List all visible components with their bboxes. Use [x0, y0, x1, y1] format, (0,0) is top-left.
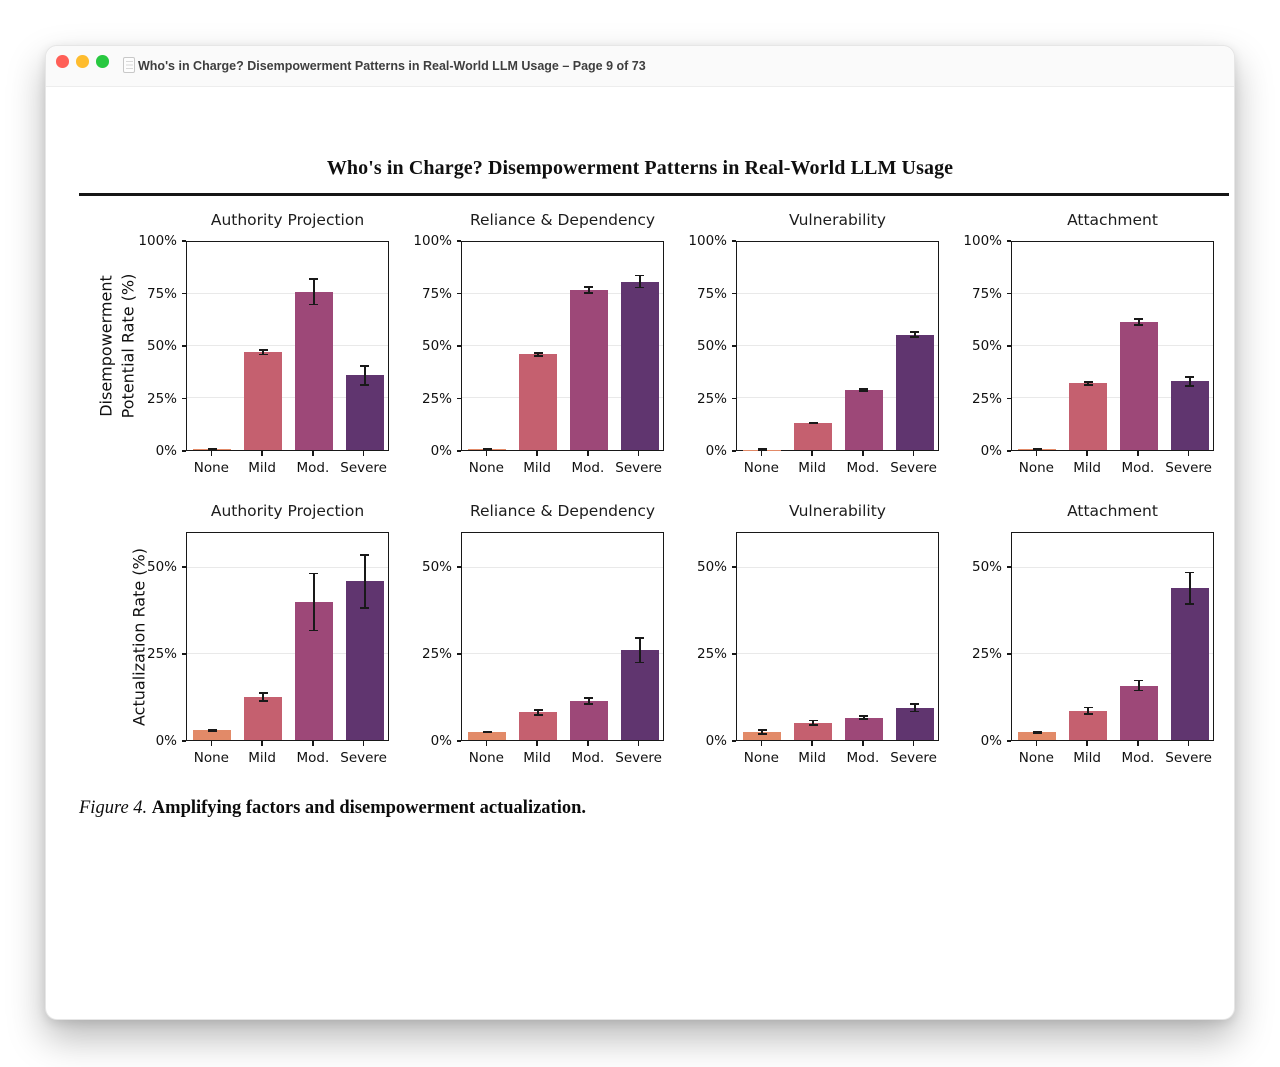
bar-mild	[1069, 383, 1107, 450]
x-tick-label: Severe	[890, 750, 937, 766]
axes-box	[461, 241, 664, 451]
y-tick-label: 50%	[421, 558, 452, 575]
error-bar	[360, 554, 369, 609]
bar-severe	[896, 708, 934, 740]
y-tick-label: 0%	[155, 443, 177, 459]
error-bar	[859, 715, 868, 720]
x-tick-label: None	[468, 750, 504, 766]
error-bar	[758, 729, 767, 735]
x-tick-label: Mod.	[846, 750, 880, 766]
x-tick-label: Severe	[1165, 460, 1212, 476]
page-title: Who's in Charge? Disempowerment Patterns in Real-World LLM Usage	[326, 157, 954, 179]
error-bar	[208, 448, 217, 449]
y-tick-mark	[732, 566, 737, 568]
axes-box	[1011, 532, 1214, 741]
error-bar	[483, 449, 492, 450]
y-tick-mark	[457, 566, 462, 568]
x-tick-label: Mod.	[846, 460, 880, 476]
x-tick-label: Mod.	[296, 750, 330, 766]
error-bar-cap	[1185, 376, 1194, 378]
y-tick-mark	[457, 450, 462, 452]
error-bar	[1033, 731, 1042, 734]
error-bar	[360, 365, 369, 386]
error-bar-cap	[1134, 690, 1143, 692]
error-bar-line	[1189, 572, 1191, 605]
error-bar-cap	[259, 700, 268, 702]
bar-mod	[1120, 686, 1158, 741]
error-bar-cap	[910, 336, 919, 338]
error-bar	[758, 449, 767, 450]
y-tick-label: 100%	[963, 233, 1002, 249]
bar-mod	[570, 701, 608, 740]
error-bar	[635, 275, 644, 289]
y-tick-label: 75%	[421, 285, 452, 302]
error-bar-cap	[809, 423, 818, 425]
figure-caption-text: Amplifying factors and disempowerment actualization.	[151, 798, 587, 818]
error-bar-cap	[309, 630, 318, 632]
y-tick-mark	[732, 450, 737, 452]
x-tick-mark	[1086, 451, 1088, 456]
x-tick-mark	[638, 451, 640, 456]
error-bar-cap	[483, 732, 492, 734]
axes-box	[736, 532, 939, 741]
error-bar-cap	[360, 365, 369, 367]
error-bar	[910, 331, 919, 338]
error-bar-cap	[259, 692, 268, 694]
x-tick-mark	[913, 451, 915, 456]
gridline	[737, 293, 938, 294]
y-tick-mark	[182, 345, 187, 347]
error-bar-cap	[208, 448, 217, 450]
bar-mild	[1069, 711, 1107, 740]
bar-severe	[896, 335, 934, 450]
error-bar	[309, 573, 318, 632]
x-tick-mark	[211, 741, 213, 746]
error-bar-cap	[635, 275, 644, 277]
x-tick-mark	[1188, 741, 1190, 746]
error-bar	[584, 286, 593, 293]
subplot-authority-projection	[138, 211, 389, 476]
bar-mod	[845, 390, 883, 450]
x-tick-label: None	[468, 460, 504, 476]
error-bar-cap	[259, 349, 268, 351]
bar-severe	[1171, 588, 1209, 740]
subplot-authority-projection	[146, 502, 389, 766]
x-tick-mark	[261, 451, 263, 456]
x-tick-label: Severe	[340, 750, 387, 766]
error-bar-cap	[1033, 448, 1042, 450]
y-tick-label: 100%	[138, 233, 177, 249]
y-tick-mark	[457, 345, 462, 347]
figure-area	[46, 46, 1234, 1019]
y-tick-mark	[1007, 398, 1012, 400]
y-tick-label: 100%	[688, 233, 727, 249]
y-tick-label: 50%	[971, 558, 1002, 575]
error-bar-cap	[758, 733, 767, 735]
error-bar	[1084, 381, 1093, 386]
y-tick-mark	[457, 740, 462, 742]
error-bar-cap	[635, 662, 644, 664]
x-tick-mark	[913, 741, 915, 746]
y-tick-label: 75%	[971, 285, 1002, 302]
y-tick-mark	[182, 240, 187, 242]
x-tick-mark	[862, 741, 864, 746]
error-bar-cap	[910, 703, 919, 705]
error-bar-cap	[584, 286, 593, 288]
error-bar	[809, 422, 818, 425]
y-tick-mark	[1007, 566, 1012, 568]
error-bar-cap	[534, 709, 543, 711]
error-bar-cap	[1185, 385, 1194, 387]
subplot-vulnerability	[688, 211, 939, 476]
axes-box	[186, 241, 389, 451]
x-tick-label: Mild	[798, 750, 826, 766]
x-tick-mark	[1137, 741, 1139, 746]
error-bar-cap	[809, 724, 818, 726]
gridline	[737, 653, 938, 654]
error-bar	[1033, 448, 1042, 449]
x-tick-label: Mod.	[296, 460, 330, 476]
y-tick-mark	[182, 740, 187, 742]
y-tick-mark	[182, 653, 187, 655]
y-tick-mark	[732, 398, 737, 400]
error-bar	[534, 709, 543, 716]
x-tick-label: None	[743, 460, 779, 476]
error-bar	[208, 729, 217, 732]
error-bar-cap	[910, 711, 919, 713]
x-tick-label: Mild	[523, 750, 551, 766]
y-tick-label: 25%	[146, 390, 177, 407]
y-tick-mark	[1007, 345, 1012, 347]
bar-mild	[519, 712, 557, 740]
y-tick-mark	[182, 398, 187, 400]
error-bar	[534, 352, 543, 357]
gridline	[187, 345, 388, 346]
error-bar-line	[313, 278, 315, 305]
y-tick-mark	[1007, 293, 1012, 295]
bar-mod	[570, 290, 608, 450]
y-tick-mark	[457, 293, 462, 295]
y-tick-label: 25%	[696, 390, 727, 407]
x-tick-mark	[261, 741, 263, 746]
x-tick-mark	[536, 451, 538, 456]
x-tick-mark	[363, 741, 365, 746]
bar-mild	[244, 697, 282, 740]
y-tick-label: 50%	[146, 558, 177, 575]
subplot-title: Vulnerability	[789, 502, 886, 520]
y-tick-mark	[182, 293, 187, 295]
x-tick-label: Mod.	[571, 460, 605, 476]
x-tick-mark	[312, 451, 314, 456]
x-tick-mark	[536, 741, 538, 746]
x-tick-label: Mild	[1073, 460, 1101, 476]
x-tick-label: None	[1018, 460, 1054, 476]
x-tick-mark	[1188, 451, 1190, 456]
subplot-reliance-dependency	[421, 502, 664, 766]
error-bar-cap	[584, 292, 593, 294]
y-tick-label: 50%	[696, 558, 727, 575]
y-tick-label: 50%	[971, 338, 1002, 354]
x-tick-label: None	[193, 460, 229, 476]
error-bar-cap	[1084, 713, 1093, 715]
error-bar-cap	[859, 715, 868, 717]
subplot-title: Reliance & Dependency	[469, 211, 656, 229]
bar-mild	[794, 423, 832, 450]
error-bar-cap	[584, 697, 593, 699]
gridline	[737, 567, 938, 568]
x-tick-mark	[811, 741, 813, 746]
x-tick-label: Severe	[615, 460, 662, 476]
x-tick-label: Mod.	[571, 750, 605, 766]
error-bar-cap	[259, 354, 268, 356]
x-tick-mark	[811, 451, 813, 456]
subplot-attachment	[971, 502, 1214, 766]
error-bar-cap	[584, 703, 593, 705]
y-tick-label: 75%	[146, 285, 177, 302]
error-bar	[1185, 572, 1194, 605]
error-bar	[635, 637, 644, 663]
y-tick-label: 0%	[430, 443, 452, 459]
x-tick-label: Severe	[1165, 750, 1212, 766]
y-tick-mark	[182, 566, 187, 568]
gridline	[1012, 567, 1213, 568]
x-tick-mark	[1086, 741, 1088, 746]
error-bar-cap	[859, 718, 868, 720]
bar-severe	[346, 375, 384, 450]
x-tick-mark	[587, 741, 589, 746]
bar-mod	[295, 292, 333, 450]
subplot-vulnerability	[696, 502, 939, 766]
x-tick-label: Severe	[340, 460, 387, 476]
x-tick-label: Mild	[248, 460, 276, 476]
error-bar-cap	[910, 331, 919, 333]
subplot-title: Authority Projection	[210, 502, 365, 520]
subplot-reliance-dependency	[413, 211, 664, 476]
error-bar	[809, 720, 818, 726]
bar-severe	[1171, 381, 1209, 450]
error-bar-line	[313, 573, 315, 632]
x-tick-mark	[638, 741, 640, 746]
y-tick-mark	[732, 293, 737, 295]
error-bar	[859, 388, 868, 392]
window-title: Who's in Charge? Disempowerment Patterns in Real-World LLM Usage – Page 9 of 73	[138, 59, 646, 73]
error-bar-cap	[1134, 318, 1143, 320]
bar-severe	[621, 282, 659, 450]
x-tick-label: Mild	[1073, 750, 1101, 766]
error-bar-cap	[309, 304, 318, 306]
y-tick-mark	[457, 653, 462, 655]
y-tick-label: 0%	[705, 443, 727, 459]
error-bar-cap	[208, 730, 217, 732]
y-tick-label: 25%	[971, 390, 1002, 407]
x-tick-mark	[1036, 451, 1038, 456]
bar-mod	[1120, 322, 1158, 450]
y-tick-label: 25%	[421, 390, 452, 407]
error-bar	[309, 278, 318, 305]
y-tick-label: 0%	[430, 733, 452, 749]
y-tick-label: 0%	[980, 733, 1002, 749]
x-tick-mark	[862, 451, 864, 456]
gridline	[187, 567, 388, 568]
y-tick-mark	[457, 240, 462, 242]
y-tick-mark	[182, 450, 187, 452]
error-bar-cap	[534, 352, 543, 354]
subplot-attachment	[963, 211, 1214, 476]
error-bar-line	[364, 365, 366, 386]
error-bar-cap	[809, 720, 818, 722]
y-tick-label: 0%	[705, 733, 727, 749]
x-tick-label: None	[193, 750, 229, 766]
x-tick-label: Mod.	[1121, 460, 1155, 476]
gridline	[187, 293, 388, 294]
axes-box	[736, 241, 939, 451]
y-tick-mark	[732, 345, 737, 347]
y-tick-label: 0%	[980, 443, 1002, 459]
error-bar	[1084, 707, 1093, 715]
error-bar	[1134, 318, 1143, 325]
x-tick-label: Mod.	[1121, 750, 1155, 766]
x-tick-label: None	[743, 750, 779, 766]
y-tick-label: 75%	[696, 285, 727, 302]
subplot-title: Vulnerability	[789, 211, 886, 229]
x-tick-label: Severe	[615, 750, 662, 766]
axes-box	[461, 532, 664, 741]
error-bar-cap	[534, 714, 543, 716]
x-tick-mark	[761, 451, 763, 456]
x-tick-label: Mild	[248, 750, 276, 766]
error-bar-cap	[859, 390, 868, 392]
y-tick-label: 100%	[413, 233, 452, 249]
error-bar-cap	[309, 573, 318, 575]
y-tick-mark	[732, 240, 737, 242]
x-tick-label: None	[1018, 750, 1054, 766]
gridline	[1012, 345, 1213, 346]
error-bar-cap	[309, 278, 318, 280]
figure-caption-label: Figure 4.	[79, 798, 148, 818]
bar-mod	[845, 718, 883, 740]
x-tick-mark	[211, 451, 213, 456]
error-bar-cap	[360, 607, 369, 609]
y-axis-label: Actualization Rate (%)	[129, 548, 149, 726]
error-bar-cap	[1185, 572, 1194, 574]
y-tick-label: 25%	[696, 645, 727, 662]
gridline	[462, 567, 663, 568]
y-tick-label: 50%	[421, 338, 452, 354]
error-bar-line	[364, 554, 366, 609]
error-bar-line	[639, 637, 641, 663]
x-tick-mark	[761, 741, 763, 746]
y-tick-mark	[457, 398, 462, 400]
x-tick-mark	[587, 451, 589, 456]
figure-caption	[79, 798, 586, 819]
bar-severe	[621, 650, 659, 740]
y-axis-label: Disempowerment Potential Rate (%)	[96, 273, 137, 419]
x-tick-label: Severe	[890, 460, 937, 476]
error-bar-cap	[360, 384, 369, 386]
x-tick-label: Mild	[798, 460, 826, 476]
axes-box	[186, 532, 389, 741]
y-tick-mark	[1007, 240, 1012, 242]
subplot-title: Reliance & Dependency	[469, 502, 656, 520]
y-tick-label: 0%	[155, 733, 177, 749]
gridline	[1012, 293, 1213, 294]
y-tick-mark	[732, 740, 737, 742]
x-tick-label: Mild	[523, 460, 551, 476]
error-bar-cap	[635, 637, 644, 639]
error-bar-cap	[360, 554, 369, 556]
error-bar-cap	[483, 448, 492, 450]
error-bar-cap	[534, 355, 543, 357]
error-bar	[584, 697, 593, 705]
y-tick-mark	[1007, 450, 1012, 452]
y-tick-label: 50%	[696, 338, 727, 354]
x-tick-mark	[363, 451, 365, 456]
error-bar-cap	[1084, 384, 1093, 386]
x-tick-mark	[312, 741, 314, 746]
y-tick-label: 25%	[421, 645, 452, 662]
error-bar-cap	[635, 287, 644, 289]
bar-mild	[244, 352, 282, 450]
x-tick-mark	[1137, 451, 1139, 456]
error-bar-cap	[1134, 324, 1143, 326]
error-bar	[483, 731, 492, 734]
subplot-title: Authority Projection	[210, 211, 365, 229]
x-tick-mark	[1036, 741, 1038, 746]
error-bar-cap	[758, 729, 767, 731]
y-tick-label: 25%	[146, 645, 177, 662]
x-tick-mark	[486, 741, 488, 746]
x-tick-mark	[486, 451, 488, 456]
subplot-title: Attachment	[1067, 502, 1158, 520]
bar-mild	[519, 354, 557, 450]
y-tick-label: 25%	[971, 645, 1002, 662]
error-bar-cap	[1084, 381, 1093, 383]
error-bar	[910, 703, 919, 712]
error-bar-cap	[758, 448, 767, 450]
y-tick-mark	[1007, 740, 1012, 742]
error-bar	[1134, 680, 1143, 692]
error-bar	[1185, 376, 1194, 387]
error-bar	[259, 692, 268, 702]
y-tick-mark	[732, 653, 737, 655]
document-viewer-window	[45, 45, 1235, 1020]
y-tick-mark	[1007, 653, 1012, 655]
error-bar	[259, 349, 268, 355]
error-bar-cap	[1134, 680, 1143, 682]
axes-box	[1011, 241, 1214, 451]
error-bar-cap	[1084, 707, 1093, 709]
error-bar-cap	[1033, 732, 1042, 734]
subplot-title: Attachment	[1067, 211, 1158, 229]
y-tick-label: 50%	[146, 338, 177, 354]
error-bar-cap	[1185, 603, 1194, 605]
